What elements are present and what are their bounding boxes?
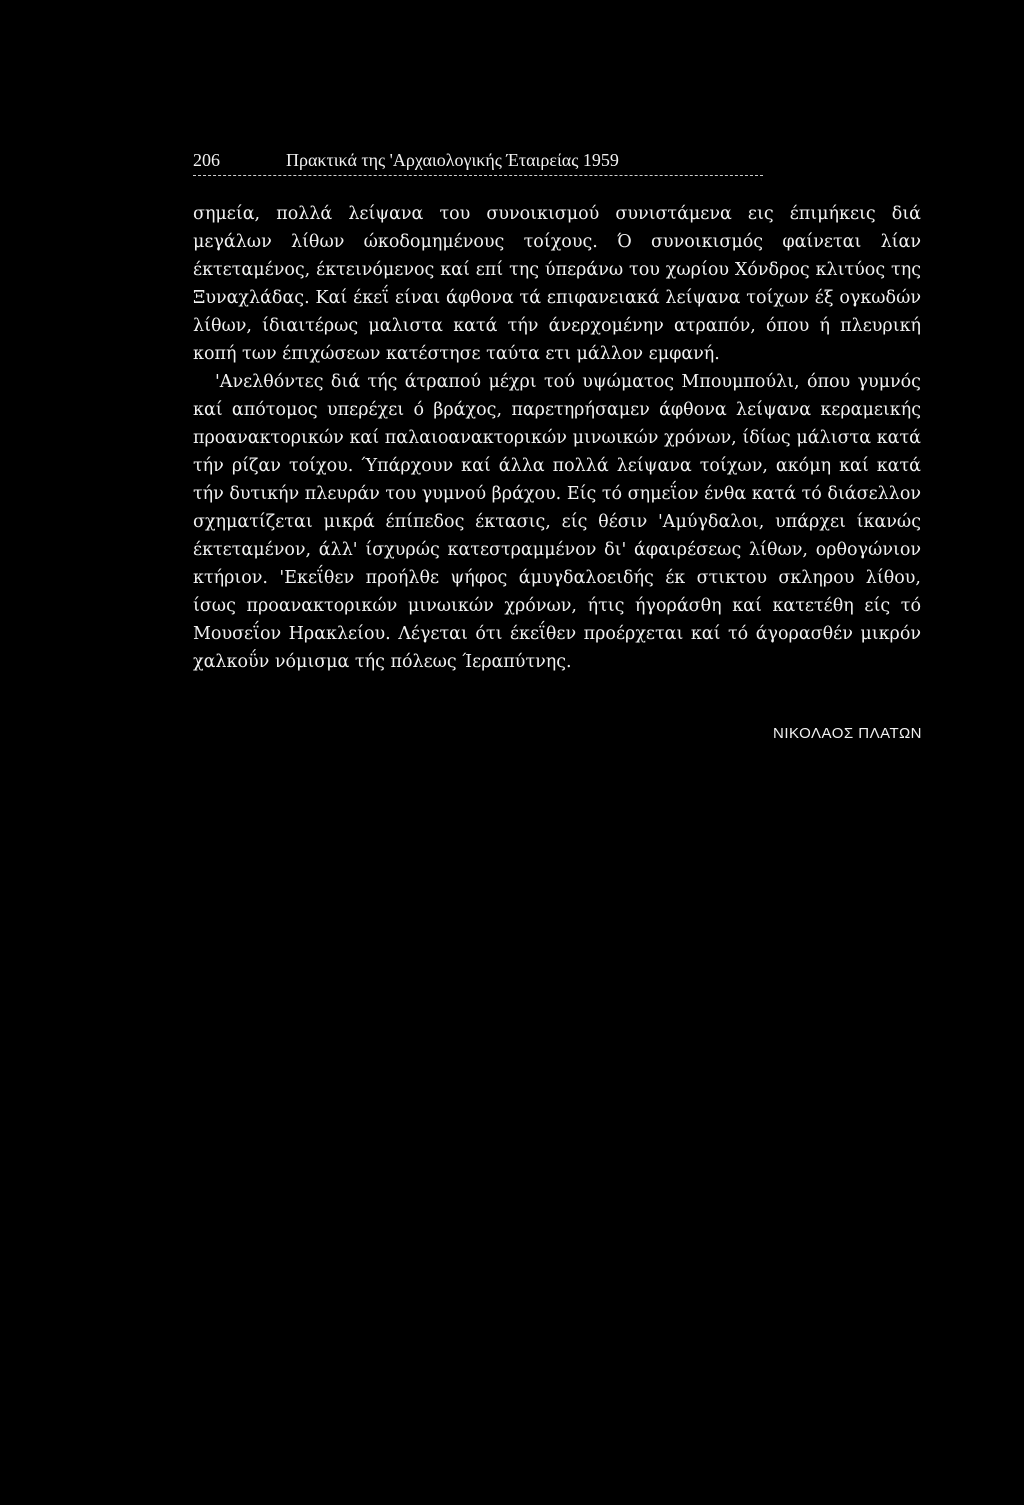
- paragraph-2: 'Ανελθόντες διά τής άτραπού μέχρι τού υψώματος Μπουμπούλι, όπου γυμνός καί απότομος υπερέχει ό βράχος, παρετηρήσαμεν άφθονα λείψανα κεραμεικής προανακτορικών καί παλαιοανακτορικών μινωικών χρόνων, ίδίως μάλιστα κατά τήν ρίζαν τοίχου. Ύπάρχουν καί άλλα πολλά λείψανα τοίχων, ακόμη καί κατά τήν δυτικήν πλευράν του γυμνού βράχου. Είς τό σημεΐον ένθα κατά τό διάσελλον σχηματίζεται μικρά έπίπεδος έκτασις, είς θέσιν 'Αμύγδαλοι, υπάρχει ίκανώς έκτεταμένον, άλλ' ίσχυρώς κατεστραμμένον δι' άφαιρέσεως λίθων, ορθογώνιον κτήριον. 'Εκεΐθεν προήλθε ψήφος άμυγδαλοειδής έκ στικτου σκληρου λίθου, ίσως προανακτορικών μινωικών χρόνων, ήτις ήγοράσθη καί κατετέθη είς τό Μουσεΐον Ηρακλείου. Λέγεται ότι έκεΐθεν προέρχεται καί τό άγορασθέν μικρόν χαλκοΰν νόμισμα τής πόλεως Ίεραπύτνης.: [193, 372, 921, 672]
- running-head: [193, 150, 763, 176]
- header-rule: [193, 175, 763, 177]
- journal-title: Πρακτικά της 'Αρχαιολογικής Έταιρείας 1959: [286, 150, 619, 170]
- body-text: [193, 200, 921, 676]
- author-signature: ΝΙΚΟΛΑΟΣ ΠΛΑΤΩΝ: [773, 725, 922, 742]
- paragraph-1: σημεία, πολλά λείψανα του συνοικισμού συνιστάμενα εις έπιμήκεις διά μεγάλων λίθων ώκοδομημένους τοίχους. Ό συνοικισμός φαίνεται λίαν έκτεταμένος, έκτεινόμενος καί επί της ύπεράνω του χωρίου Χόνδρος κλιτύος της Ξυναχλάδας. Καί έκεΐ είναι άφθονα τά επιφανειακά λείψανα τοίχων έξ ογκωδών λίθων, ίδιαιτέρως μαλιστα κατά τήν άνερχομένην ατραπόν, όπου ή πλευρική κοπή των έπιχώσεων κατέστησε ταύτα ετι μάλλον εμφανή.: [193, 204, 921, 364]
- page-number: 206: [193, 150, 220, 170]
